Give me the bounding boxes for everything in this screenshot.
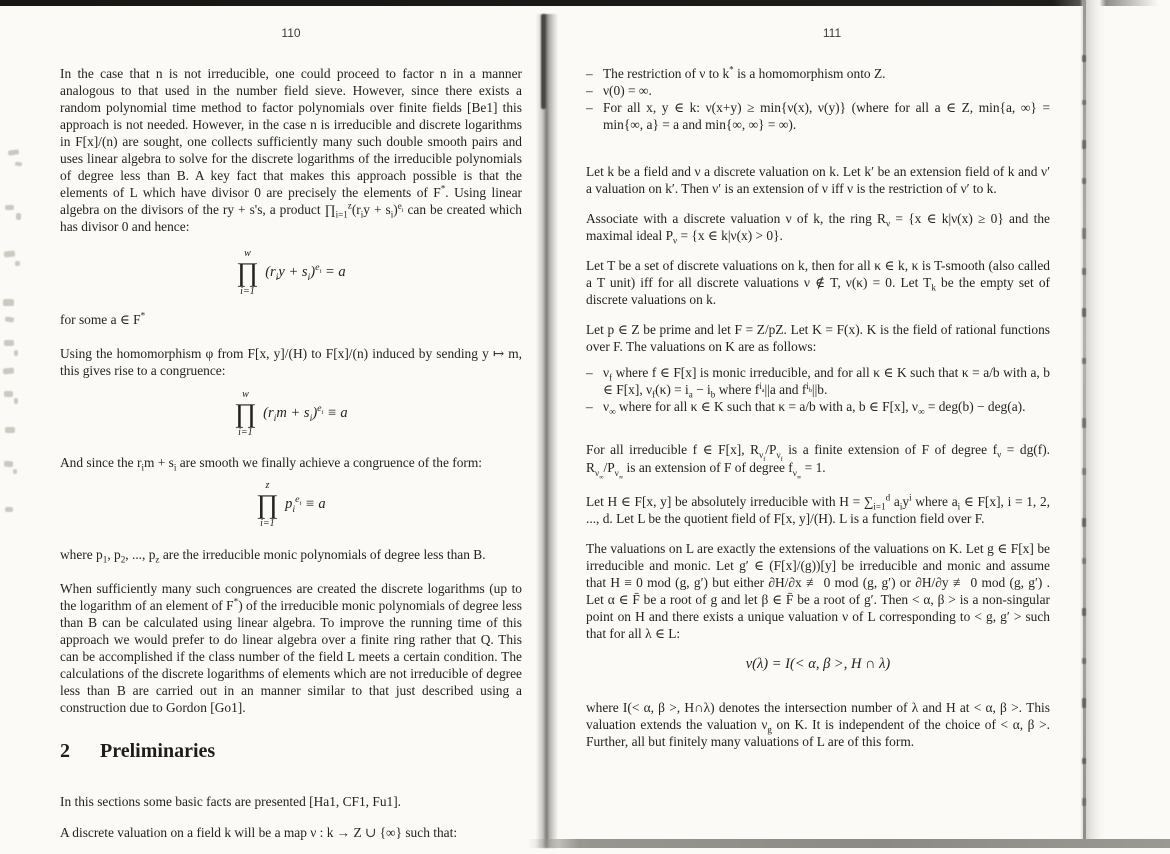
- product-upper-limit: w: [244, 248, 251, 259]
- product-symbol: ∏: [234, 398, 257, 428]
- margin-mark: [15, 161, 23, 166]
- paragraph-sections: In this sections some basic facts are presented [Ha1, CF1, Fu1].: [60, 794, 402, 809]
- book-edge-mark: [1082, 658, 1086, 664]
- book-edge-mark: [1082, 358, 1086, 364]
- margin-mark: [15, 261, 20, 266]
- list-item: [586, 364, 1050, 398]
- formula-intersection: ν(λ) = I(< α, β >, H ∩ λ): [745, 655, 891, 672]
- paragraph-associate: Associate with a discrete valuation ν of k, the ring $R_\nu = \{x$ ∈ k|ν(x) ≥ 0} and the maximal ideal $P_\nu = \{x$ ∈ k|ν(x) > 0}.: [586, 211, 1051, 246]
- book-edge-mark: [1082, 100, 1086, 105]
- book-edge-mark: [1082, 518, 1086, 527]
- book-edge-mark: [1082, 268, 1086, 275]
- product-lower-limit: i=1: [238, 427, 253, 438]
- left-page: [60, 26, 522, 854]
- book-edge-mark: [1082, 558, 1086, 564]
- margin-mark: [14, 350, 18, 356]
- dash-marker: –: [586, 365, 593, 380]
- right-page: [586, 26, 1050, 763]
- paragraph-extension: Let k be a field and ν a discrete valuation on k. Let k′ be an extension field of k and ν′ a valuation on k′. Then ν′ is an extension of ν iff ν is the restriction of ν′ to k.: [586, 164, 1050, 196]
- book-edge-mark: [1082, 178, 1086, 184]
- book-edge-mark: [1082, 468, 1086, 475]
- margin-mark: [16, 213, 21, 220]
- margin-mark: [4, 251, 15, 258]
- margin-mark: [5, 316, 15, 322]
- margin-mark: [3, 367, 15, 374]
- product-symbol: ∏: [236, 257, 259, 287]
- paragraph-wherep: where $p_1$, $p_2$, ..., $p_z$ are the irreducible monic polynomials of degree less than B.: [60, 547, 486, 565]
- paragraph-valuations-L: The valuations on L are exactly the extensions of the valuations on K. Let g ∈ F[x] be irreducible and monic. Let g′ ∈ (F[x]/(g))[y] be irreducible and monic and assume that H ≡ 0 mod (g, g′) but either ∂H/∂x ≢ 0 mod (g, g′) or ∂H/∂y ≢ 0 mod (g, g′) . Let α ∈ F̄ be a root of g and let β ∈ F̄ be a root of g′. Then < α, β > is a non-singular point on H and there exists a unique valuation ν of L corresponding to < g, g′ > such that for all λ ∈ L:: [586, 540, 1050, 641]
- formula-body: $(r_im + s_i)^{e_i} \equiv a$: [263, 403, 348, 424]
- margin-mark: [8, 149, 20, 155]
- book-spine-shadow: [536, 14, 558, 848]
- page-number-left: 110: [281, 26, 301, 40]
- book-edge-mark: [1082, 308, 1086, 317]
- dash-marker: –: [586, 399, 593, 414]
- list-item-text: $\nu_f$ where f ∈ F[x] is monic irreducible, and for all κ ∈ K such that κ = a/b with a, b ∈ F[x], $\nu_f(\kappa) = i_a - i_b$ where $f^{i_a}||a$ and $f^{i_b}||b$.: [603, 365, 1050, 400]
- list-item-text: The restriction of ν to k* is a homomorphism onto Z.: [603, 64, 886, 81]
- margin-mark: [5, 205, 14, 210]
- formula-body: $p_i^{e_i} \equiv a$: [285, 494, 326, 515]
- paragraph-intro: In the case that n is not irreducible, one could proceed to factor n in a manner analogous to that used in the number field sieve. However, since there exists a random polynomial time method to factor polynomials over finite fields [Be1] this approach is not needed. However, in the case n is irreducible and discrete logarithms in F[x]/(n) are sought, one collects sufficiently many such double smooth pairs and uses linear algebra to solve for the discrete logarithms of the irreducible polynomials of degree less than B. A key fact that makes this approach possible is that the elements of L which have divisor 0 are precisely the elements of F*. Using linear algebra on the divisors of the ry + s's, a product $\prod_{i=1}^z(r_iy + s_i)^{e_i}$ can be created which has divisor 0 and hence:: [60, 66, 522, 234]
- valuation-axioms-list: [586, 65, 1050, 133]
- book-edge-mark: [1082, 798, 1086, 806]
- section-title: Preliminaries: [100, 740, 216, 762]
- formula-product-y: [60, 248, 522, 297]
- book-edge-mark: [1082, 228, 1086, 239]
- list-item: [586, 82, 1050, 99]
- paragraph-when: When sufficiently many such congruences are created the discrete logarithms (up to the logarithm of an element of F*) of the irreducible monic polynomials of degree less than B can be calculated using linear algebra. To improve the running time of this approach we would prefer to do linear algebra over a finite ring rather that Q. This can be accomplished if the class number of the field L meets a certain condition. The calculations of the discrete logarithms of elements which are not irreducible of degree less than B are carried out in an manner similar to that just described using a construction due to Gordon [Go1].: [60, 581, 522, 715]
- list-item-text: ν(0) = ∞.: [603, 83, 652, 98]
- margin-mark: [5, 507, 13, 512]
- book-edge-mark: [1082, 758, 1086, 764]
- list-item-text: $\nu_\infty$ where for all κ ∈ K such that κ = a/b with a, b ∈ F[x], $\nu_\infty = deg(b) - deg(a)$.: [603, 399, 1026, 417]
- paragraph-homomorphism: Using the homomorphism φ from F[x, y]/(H) to F[x]/(n) induced by sending y ↦ m, this gives rise to a congruence:: [60, 346, 522, 378]
- book-edge-mark: [1082, 418, 1086, 428]
- margin-mark: [3, 299, 14, 306]
- paragraph-tsmooth: Let T be a set of discrete valuations on k, then for all κ ∈ k, κ is T-smooth (also called a T unit) iff for all discrete valuations ν ∉ T, ν(κ) = 0. Let $T_k$ be the empty set of discrete valuations on k.: [586, 258, 1050, 307]
- product-upper-limit: w: [242, 389, 249, 400]
- product-lower-limit: i=1: [240, 286, 255, 297]
- margin-mark: [4, 391, 13, 397]
- product-lower-limit: i=1: [260, 518, 275, 529]
- paragraph-valuation-def: A discrete valuation on a field k will be a map ν : k → Z ∪ {∞} such that:: [60, 825, 458, 840]
- product-operator: [236, 248, 258, 297]
- formula-product-p: [60, 480, 522, 529]
- book-edge-mark: [1082, 608, 1086, 616]
- scan-bottom-edge: [528, 839, 1170, 848]
- margin-mark: [13, 469, 17, 474]
- margin-mark: [14, 398, 18, 404]
- product-upper-limit: z: [265, 480, 270, 491]
- paragraph-forsome: for some a ∈ F*: [60, 310, 146, 327]
- book-edge-mark: [1082, 140, 1086, 149]
- formula-body: $(r_iy + s_i)^{e_i} = a$: [265, 262, 346, 283]
- formula-product-m: [60, 389, 522, 438]
- book-edge-mark: [1082, 55, 1086, 62]
- list-item: [586, 65, 1050, 82]
- section-number: 2: [60, 740, 70, 762]
- margin-mark: [5, 427, 15, 433]
- margin-mark: [4, 340, 14, 346]
- paragraph-where: where I(< α, β >, H∩λ) denotes the intersection number of λ and H at < α, β >. This valuation extends the valuation $\nu_g$ on K. It is independent of the choice of < α, β >. Further, all but finitely many valuations of L are of this form.: [586, 699, 1050, 749]
- paragraph-andsince: And since the $r_im + s_i$ are smooth we finally achieve a congruence of the form:: [60, 455, 482, 473]
- valuations-on-K-list: [586, 364, 1050, 415]
- section-heading-preliminaries: [60, 740, 522, 763]
- scan-top-edge: [0, 0, 1170, 6]
- product-symbol: ∏: [256, 489, 279, 519]
- list-item-text: For all x, y ∈ k: ν(x+y) ≥ min{ν(x), ν(y)} (where for all a ∈ Z, min{a, ∞} = min{∞, a} = a and min{∞, ∞} = ∞).: [603, 100, 1050, 132]
- list-item: [586, 99, 1050, 133]
- list-item: [586, 398, 1050, 415]
- product-operator: [234, 389, 256, 438]
- paragraph-quotient: Let H ∈ F[x, y] be absolutely irreducible with $H = \sum_{i=1}^d$ $a_iy^i$ where $a_i$ ∈ F[x], i = 1, 2, ..., d. Let L be the quotient field of F[x, y]/(H). L is a function field over F.: [586, 492, 1050, 526]
- paragraph-irreducible: For all irreducible f ∈ F[x], $R_{\nu_f}/P_{\nu_f}$ is a finite extension of F of degree $f_\nu = dg(f)$. $R_{\nu_\infty}/P_{\nu_\infty}$ is an extension of F of degree $f_{\nu_\infty} = 1$.: [586, 442, 1051, 481]
- book-spine-shadow-top: [541, 14, 546, 109]
- dash-marker: –: [586, 66, 593, 81]
- margin-mark: [4, 461, 13, 468]
- dash-marker: –: [586, 100, 593, 115]
- product-operator: [256, 480, 278, 529]
- dash-marker: –: [586, 83, 593, 98]
- book-edge-mark: [1082, 698, 1086, 708]
- paragraph-prime: Let p ∈ Z be prime and let F = Z/pZ. Let K = F(x). K is the field of rational functions over F. The valuations on K are as follows:: [586, 322, 1050, 354]
- page-number-right: 111: [822, 26, 842, 40]
